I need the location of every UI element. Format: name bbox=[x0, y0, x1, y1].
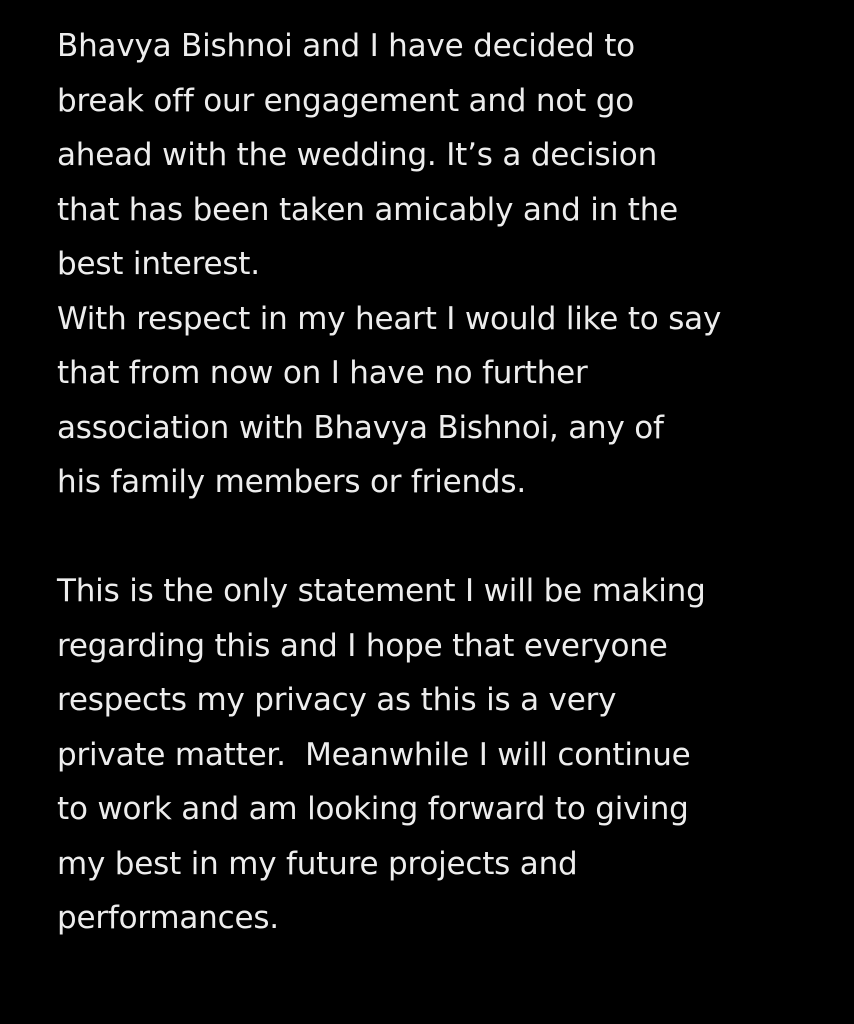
text-line: best interest. bbox=[57, 246, 260, 282]
text-line: my best in my future projects and bbox=[57, 845, 578, 882]
text-line: private matter. Meanwhile I will continue bbox=[57, 736, 691, 773]
text-line: to work and am looking forward to giving bbox=[57, 791, 689, 827]
text-line: regarding this and I hope that everyone bbox=[57, 627, 668, 664]
text-line: his family members or friends. bbox=[57, 464, 527, 500]
text-line: performances. bbox=[57, 900, 279, 936]
paragraph-break bbox=[57, 518, 837, 573]
text-line: respects my privacy as this is a very bbox=[57, 682, 617, 718]
text-line: break off our engagement and not go bbox=[57, 82, 634, 119]
text-line: ahead with the wedding. It’s a decision bbox=[57, 137, 658, 173]
text-line: that from now on I have no further bbox=[57, 355, 588, 391]
text-line: association with Bhavya Bishnoi, any of bbox=[57, 409, 664, 446]
text-line: that has been taken amicably and in the bbox=[57, 191, 679, 228]
text-line: This is the only statement I will be making bbox=[57, 573, 706, 609]
text-line: With respect in my heart I would like to say bbox=[57, 300, 722, 337]
note-text-body bbox=[57, 27, 837, 954]
text-line: Bhavya Bishnoi and I have decided to bbox=[57, 28, 635, 64]
